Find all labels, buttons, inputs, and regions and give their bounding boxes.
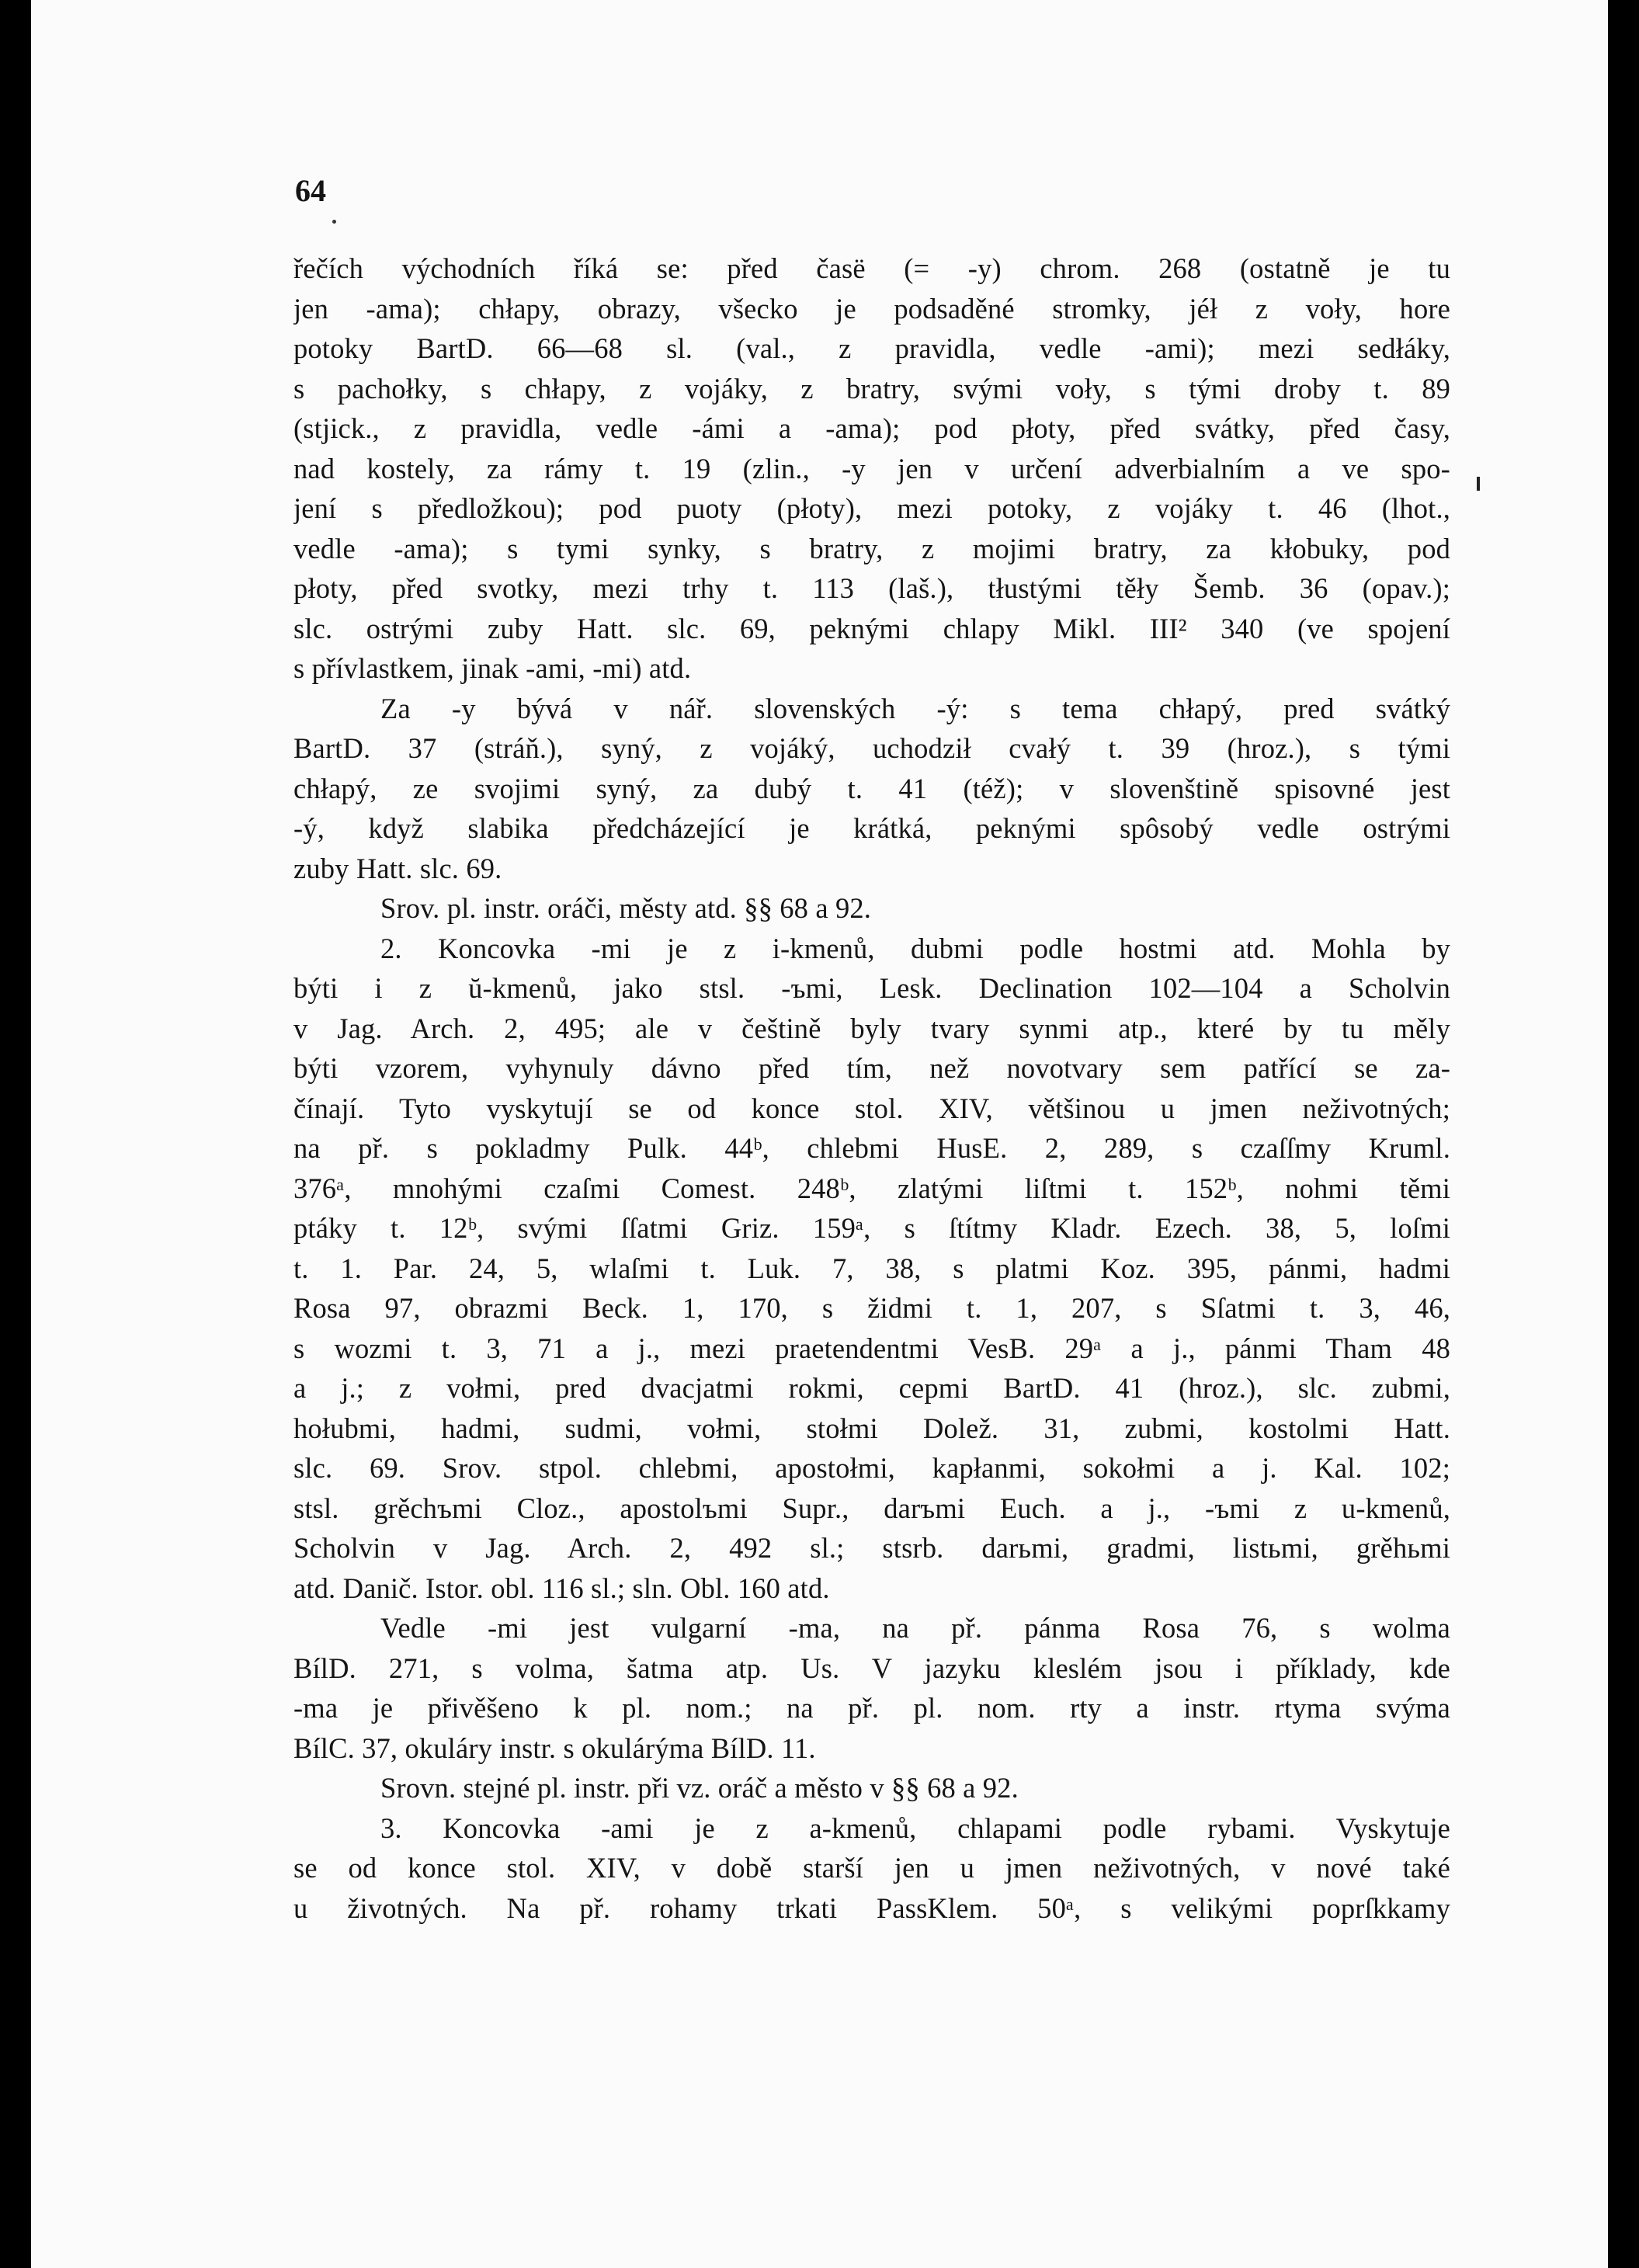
text-line: potoky BartD. 66—68 sl. (val., z pravidla, vedle -ami); mezi sedłáky, xyxy=(293,332,1450,364)
text-line: stsl. grěchъmi Cloz., apostolъmi Supr., darъmi Euch. a j., -ъmi z u-kmenů, xyxy=(293,1492,1450,1524)
text-line: BartD. 37 (stráň.), syný, z vojáký, uchodził cvałý t. 39 (hroz.), s tými xyxy=(293,732,1450,764)
text-line: vedle -ama); s tymi synky, s bratry, z mojimi bratry, za kłobuky, pod xyxy=(293,532,1450,564)
text-line: zuby Hatt. slc. 69. xyxy=(293,852,502,884)
text-line: s přívlastkem, jinak -ami, -mi) atd. xyxy=(293,652,692,684)
text-line: s pachołky, s chłapy, z vojáky, z bratry, svými voły, s tými droby t. 89 xyxy=(293,372,1450,405)
text-line: čínají. Tyto vyskytují se od konce stol. XIV, většinou u jmen neživotných; xyxy=(293,1092,1450,1124)
text-line: -ma je přivěšeno k pl. nom.; na př. pl. nom. rty a instr. rtyma svýma xyxy=(293,1692,1450,1724)
text-line: Rosa 97, obrazmi Beck. 1, 170, s židmi t. 1, 207, s Sſatmi t. 3, 46, xyxy=(293,1292,1450,1324)
text-line: t. 1. Par. 24, 5, wlaſmi t. Luk. 7, 38, s platmi Koz. 395, pánmi, hadmi xyxy=(293,1252,1450,1284)
text-line: 2. Koncovka -mi je z i-kmenů, dubmi podle hostmi atd. Mohla by xyxy=(380,932,1450,964)
text-line: Vedle -mi jest vulgarní -ma, na př. pánma Rosa 76, s wolma xyxy=(380,1612,1450,1644)
text-line: BílC. 37, okuláry instr. s okulárýma BílD. 11. xyxy=(293,1731,816,1764)
body-text xyxy=(293,248,1450,1928)
text-line: býti vzorem, vyhynuly dávno před tím, než novotvary sem patřící se za- xyxy=(293,1052,1450,1084)
text-line: Srov. pl. instr. oráči, městy atd. §§ 68 a 92. xyxy=(380,892,872,924)
text-line: v Jag. Arch. 2, 495; ale v češtině byly tvary synmi atp., které by tu měly xyxy=(293,1012,1450,1044)
text-line: Srovn. stejné pl. instr. při vz. oráč a město v §§ 68 a 92. xyxy=(380,1772,1019,1804)
print-speck xyxy=(332,220,336,224)
text-line: chłapý, ze svojimi syný, za dubý t. 41 (též); v slovenštině spisovné jest xyxy=(293,772,1450,804)
text-line: slc. 69. Srov. stpol. chlebmi, apostołmi, kapłanmi, sokołmi a j. Kal. 102; xyxy=(293,1452,1450,1484)
text-line: s wozmi t. 3, 71 a j., mezi praetendentmi VesB. 29ᵃ a j., pánmi Tham 48 xyxy=(293,1332,1450,1364)
text-line: a j.; z vołmi, pred dvacjatmi rokmi, cepmi BartD. 41 (hroz.), slc. zubmi, xyxy=(293,1372,1450,1404)
text-line: u životných. Na př. rohamy trkati PassKlem. 50ᵃ, s velikými poprſkkamy xyxy=(293,1891,1450,1924)
text-line: na př. s pokladmy Pulk. 44ᵇ, chlebmi HusE. 2, 289, s czaſſmy Kruml. xyxy=(293,1132,1450,1164)
text-line: hołubmi, hadmi, sudmi, vołmi, stołmi Dolež. 31, zubmi, kostolmi Hatt. xyxy=(293,1412,1450,1444)
text-line: 376ᵃ, mnohými czaſmi Comest. 248ᵇ, zlatými liſtmi t. 152ᵇ, nohmi těmi xyxy=(293,1172,1450,1204)
text-line: býti i z ŭ-kmenů, jako stsl. -ъmi, Lesk. Declination 102—104 a Scholvin xyxy=(293,972,1450,1004)
text-line: nad kostely, za rámy t. 19 (zlin., -y jen v určení adverbialním a ve spo- xyxy=(293,452,1450,485)
text-line: řečích východních říká se: před časë (= -y) chrom. 268 (ostatně je tu xyxy=(293,252,1450,284)
text-line: Za -y bývá v nář. slovenských -ý: s tema chłapý, pred svátký xyxy=(380,692,1450,724)
text-line: se od konce stol. XIV, v době starší jen u jmen neživotných, v nové také xyxy=(293,1852,1450,1884)
text-line: 3. Koncovka -ami je z a-kmenů, chlapami podle rybami. Vyskytuje xyxy=(380,1811,1450,1844)
text-line: BílD. 271, s volma, šatma atp. Us. V jazyku kleslém jsou i příklady, kde xyxy=(293,1652,1450,1684)
text-line: ptáky t. 12ᵇ, svými ſſatmi Griz. 159ᵃ, s ſtítmy Kladr. Ezech. 38, 5, loſmi xyxy=(293,1212,1450,1244)
text-line: płoty, před svotky, mezi trhy t. 113 (laš.), tłustými těły Šemb. 36 (opav.); xyxy=(293,572,1450,604)
text-line: jen -ama); chłapy, obrazy, všecko je podsaděné stromky, jéł z voły, hore xyxy=(293,292,1450,325)
margin-mark xyxy=(1477,477,1480,491)
text-line: (stjick., z pravidla, vedle -ámi a -ama); pod płoty, před svátky, před časy, xyxy=(293,412,1450,444)
text-line: -ý, když slabika předcházející je krátká, peknými spôsobý vedle ostrými xyxy=(293,812,1450,844)
text-line: atd. Danič. Istor. obl. 116 sl.; sln. Obl. 160 atd. xyxy=(293,1572,830,1604)
text-line: Scholvin v Jag. Arch. 2, 492 sl.; stsrb. darьmi, gradmi, listьmi, grěhьmi xyxy=(293,1532,1450,1564)
page-number: 64 xyxy=(295,173,326,208)
text-line: slc. ostrými zuby Hatt. slc. 69, peknými chlapy Mikl. III² 340 (ve spojení xyxy=(293,612,1450,644)
text-line: jení s předložkou); pod puoty (płoty), mezi potoky, z vojáky t. 46 (lhot., xyxy=(293,492,1450,524)
